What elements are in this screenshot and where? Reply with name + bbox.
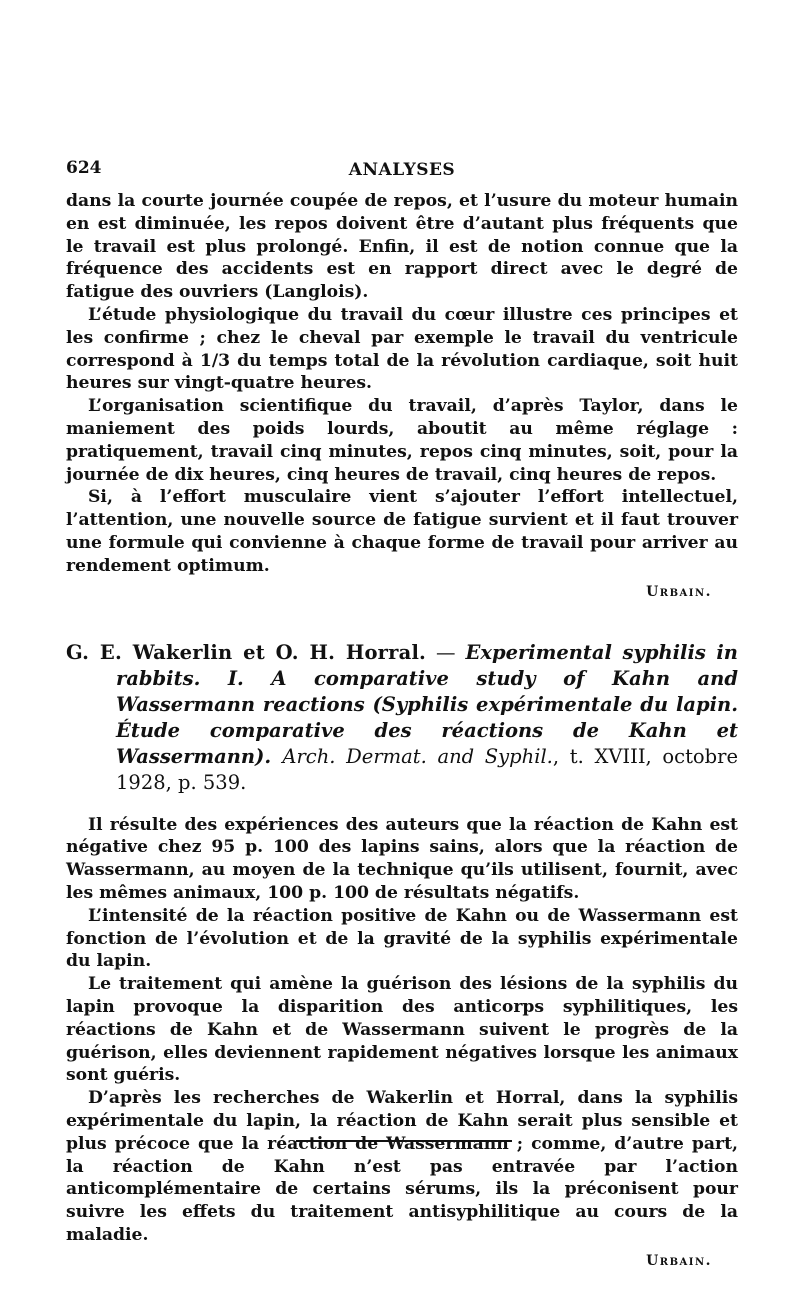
paragraph: Le traitement qui amène la guérison des lésions de la syphilis du lapin provoque la disparition des anticorps syphilitiques, les réactions de Kahn et de Wassermann suivent le progrès de la guérison, elles deviennent rapidement négatives lorsque les animaux sont guéris. xyxy=(66,974,738,1086)
signature: Urbain. xyxy=(646,583,712,600)
analysis-text xyxy=(66,814,738,1269)
reference-title-english: Experimental syphilis in rabbits. I. A comparative study of Kahn and Wassermann reactions xyxy=(116,640,738,716)
reference-title-french: (Syphilis expérimentale du lapin. Étude comparative des réactions de Kahn et Wassermann). xyxy=(116,692,738,768)
paragraph: dans la courte journée coupée de repos, et l’usure du moteur humain en est diminuée, les repos doivent être d’autant plus fréquents que le travail est plus prolongé. Enfin, il est de notion connue que la fréquence des accidents est en rapport direct avec le degré de fatigue des ouvriers (Langlois). xyxy=(66,191,738,303)
page-header xyxy=(66,150,738,190)
reference-volume-date: , t. XVIII, octobre 1928, p. 539. xyxy=(116,744,738,794)
page-body xyxy=(66,150,738,1269)
paragraph: D’après les recherches de Wakerlin et Horral, dans la syphilis expérimentale du lapin, la réaction de Kahn serait plus sensible et plus précoce que la réaction de Wassermann ; comme, d’autre part, la réaction de Kahn n’est pas entravée par l’action anticomplémentaire de certains sérums, ils la préconisent pour suivre les effets du traitement antisyphilitique au cours de la maladie. xyxy=(66,1088,738,1245)
paragraph: L’intensité de la réaction positive de Kahn ou de Wassermann est fonction de l’évolution et de la gravité de la syphilis expérimentale du lapin. xyxy=(66,905,738,972)
analysis-continued xyxy=(66,190,738,600)
paragraph: Il résulte des expériences des auteurs que la réaction de Kahn est négative chez 95 p. 100 des lapins sains, alors que la réaction de Wassermann, au moyen de la technique qu’ils utilisent, fournit, avec les mêmes animaux, 100 p. 100 de résultats négatifs. xyxy=(66,814,738,903)
paragraph: Si, à l’effort musculaire vient s’ajouter l’effort intellectuel, l’attention, une nouvelle source de fatigue survient et il faut trouver une formule qui convienne à chaque forme de travail pour arriver au rendement optimum. xyxy=(66,487,738,576)
reference-journal: Arch. Dermat. and Syphil. xyxy=(282,744,553,768)
bibliographic-reference xyxy=(66,640,738,796)
signature: Urbain. xyxy=(646,1252,712,1269)
paragraph: L’organisation scientifique du travail, d’après Taylor, dans le maniement des poids lourds, aboutit au même réglage : pratiquement, travail cinq minutes, repos cinq minutes, soit, pour la journée de dix heures, cinq heures de travail, cinq heures de repos. xyxy=(66,396,738,485)
paragraph: L’étude physiologique du travail du cœur illustre ces principes et les confirme ; chez le cheval par exemple le travail du ventricule correspond à 1/3 du temps total de la révolution cardiaque, soit huit heures sur vingt-quatre heures. xyxy=(66,304,738,394)
reference-authors: G. E. Wakerlin et O. H. Horral. xyxy=(66,640,427,664)
running-title: ANALYSES xyxy=(348,160,456,180)
page-number: 624 xyxy=(66,158,102,178)
analysis-wakerlin-horral xyxy=(66,640,738,1269)
section-divider-rule xyxy=(296,1140,512,1142)
reference-dash: — xyxy=(426,640,466,664)
